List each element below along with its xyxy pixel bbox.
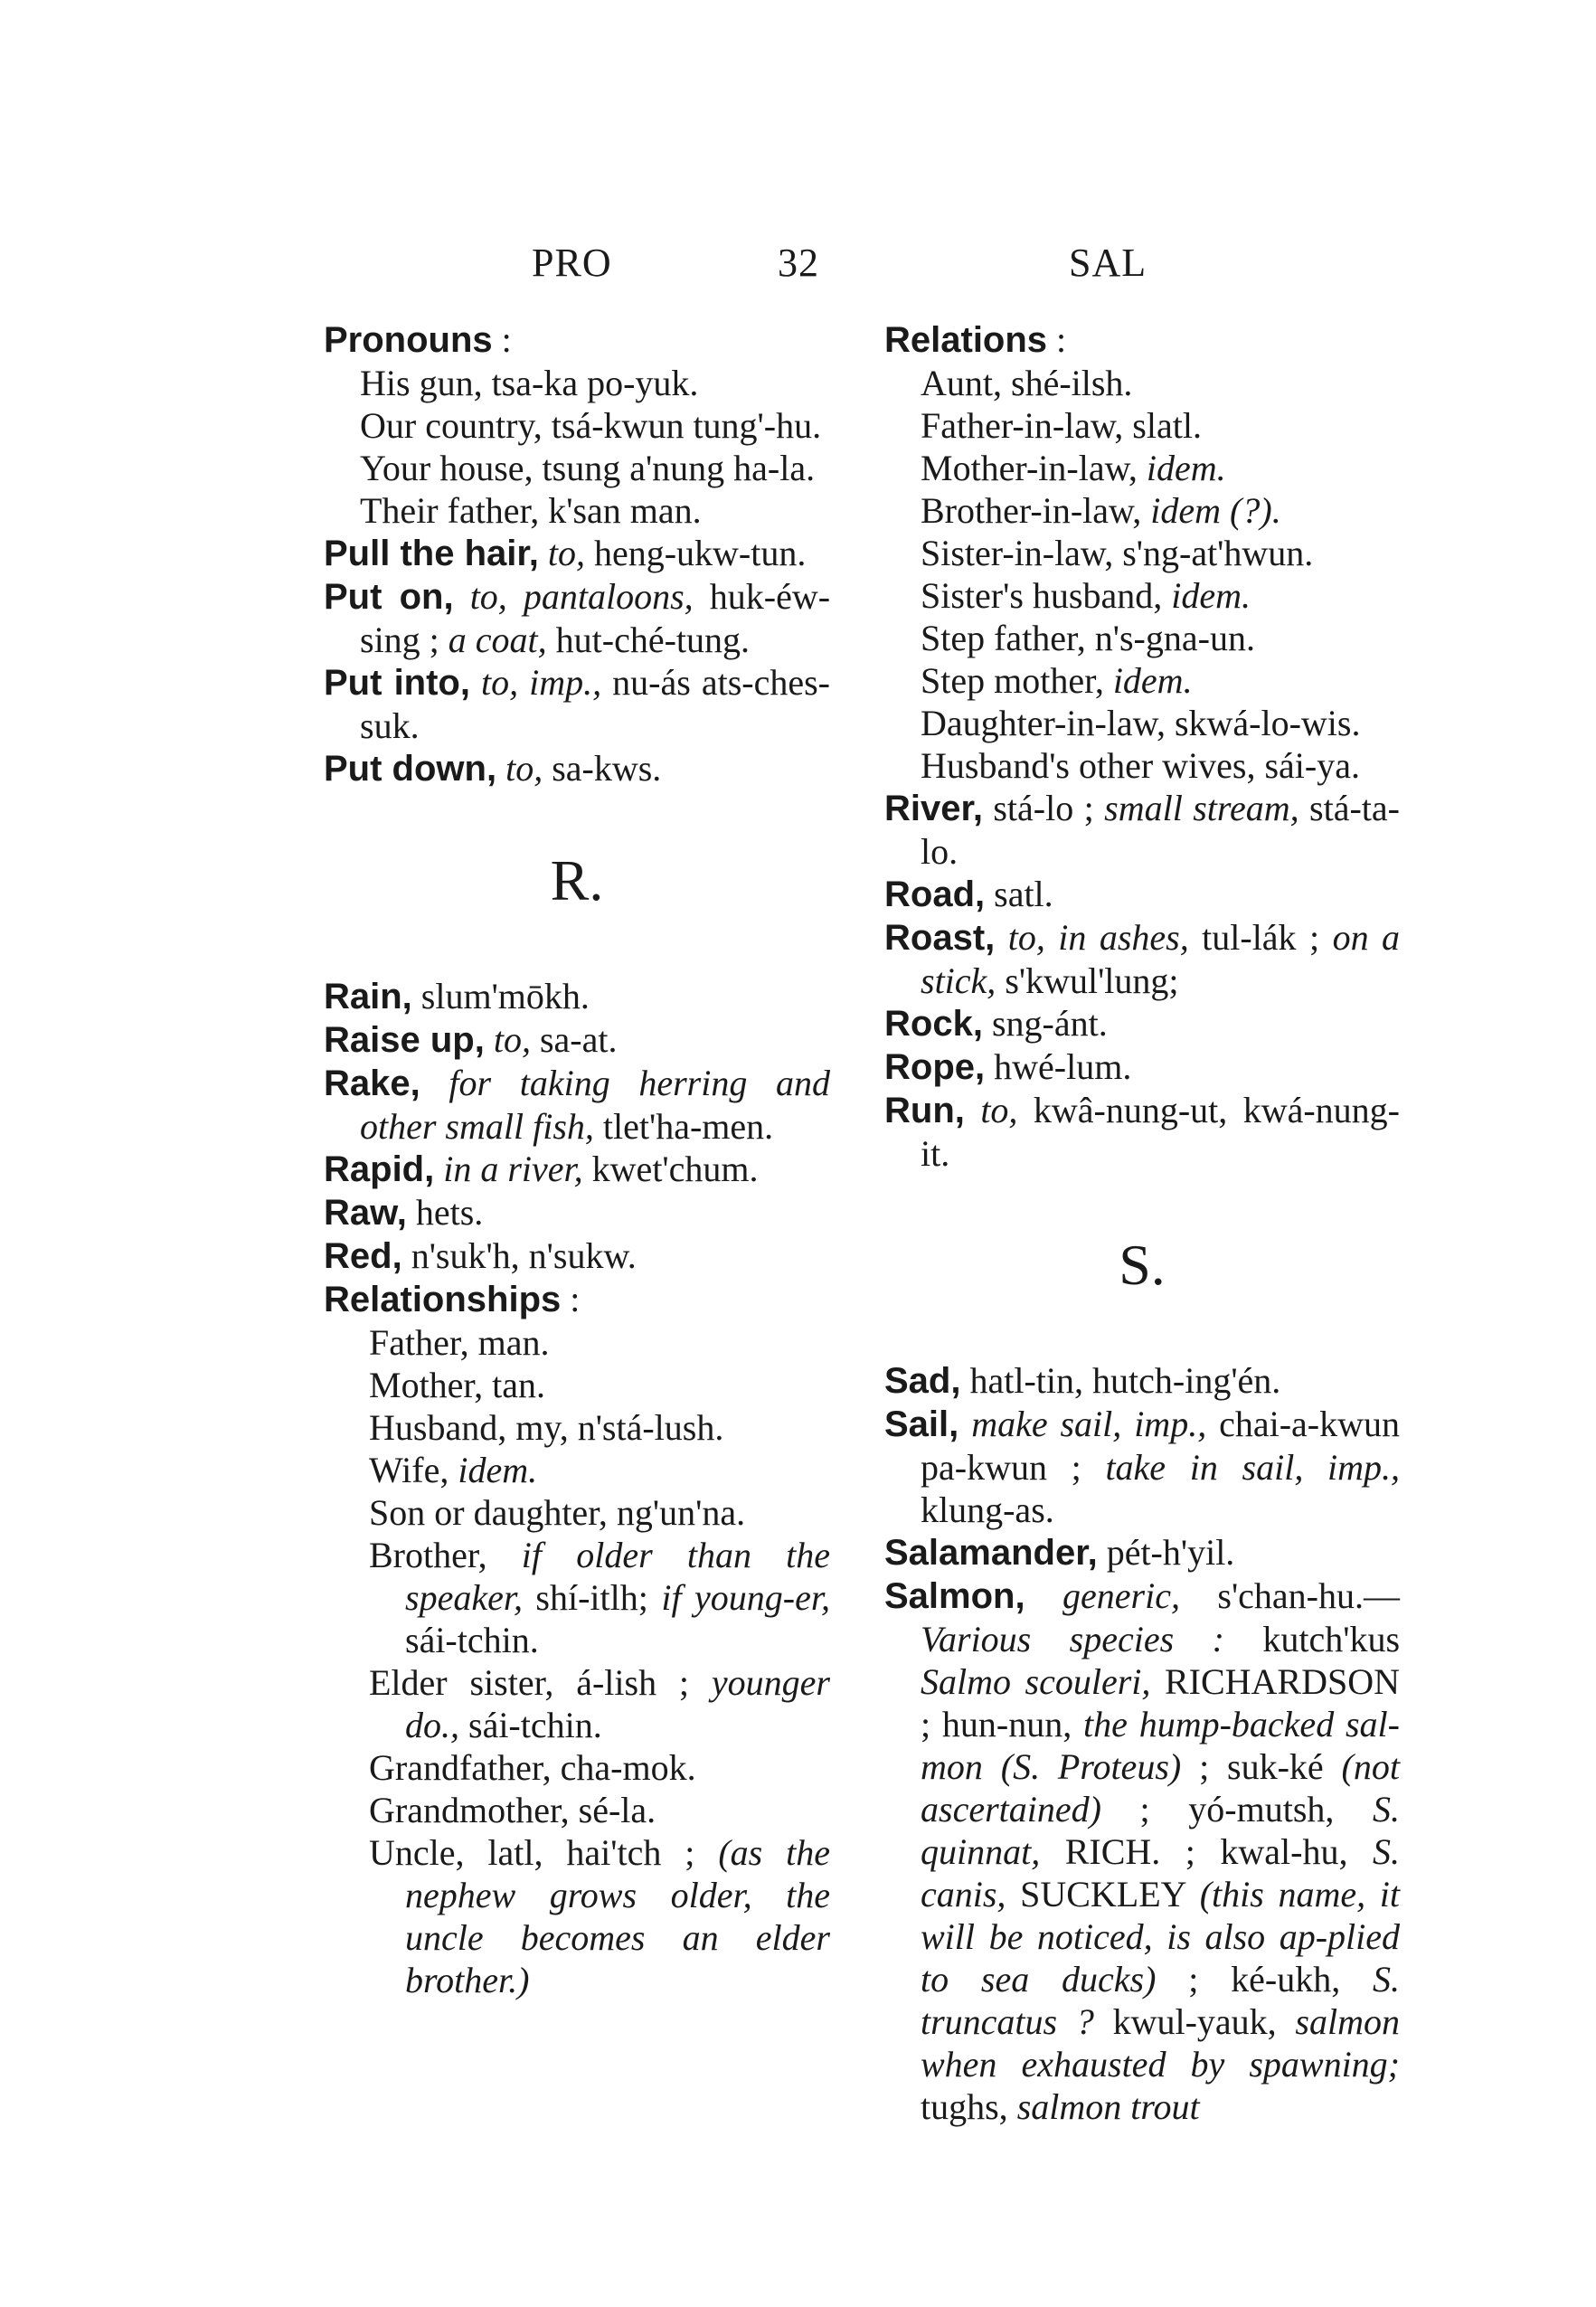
relation-item: Step father, n's-gna-un. <box>921 618 1255 658</box>
entry-put-on: Put on, to, pantaloons, huk-éw-sing ; a coat, hut-ché-tung. <box>324 576 831 660</box>
section-letter-r: R. <box>550 848 604 912</box>
entry-pronouns: Pronouns : <box>324 319 512 360</box>
entry-put-into: Put into, to, imp., nu-ás ats-ches-suk. <box>324 662 830 746</box>
entry-sad: Sad, hatl-tin, hutch-ing'én. <box>884 1360 1281 1401</box>
entry-sail: Sail, make sail, imp., chai-a-kwun pa-kwun ; take in sail, imp., klung-as. <box>884 1404 1401 1530</box>
relation-item: Sister's husband, idem. <box>921 575 1251 616</box>
relationship-item: Grandmother, sé-la. <box>369 1790 656 1830</box>
entry-rain: Rain, slum'mōkh. <box>324 976 590 1016</box>
relationship-item: Elder sister, á-lish ; younger do., sái-tchin. <box>369 1662 830 1745</box>
entry-road: Road, satl. <box>884 874 1053 914</box>
relationship-item: Father, man. <box>369 1322 550 1363</box>
relation-item: Step mother, idem. <box>921 660 1193 701</box>
entry-put-down: Put down, to, sa-kws. <box>324 748 662 789</box>
relation-item: Mother-in-law, idem. <box>921 448 1226 488</box>
pronoun-example: Our country, tsá-kwun tung'-hu. <box>360 405 822 446</box>
relation-item: Brother-in-law, idem (?). <box>921 490 1281 531</box>
left-column <box>324 318 830 2001</box>
relation-item: Sister-in-law, s'ng-at'hwun. <box>921 533 1314 573</box>
relationship-item: Wife, idem. <box>369 1450 538 1490</box>
pronoun-example: Your house, tsung a'nung ha-la. <box>360 448 816 488</box>
entry-pull-the-hair: Pull the hair, to, heng-ukw-tun. <box>324 533 807 573</box>
entry-rake: Rake, for taking herring and other small fish, tlet'ha-men. <box>324 1063 830 1147</box>
relationship-item: Husband, my, n'stá-lush. <box>369 1407 724 1448</box>
entry-river: River, stá-lo ; small stream, stá-ta-lo. <box>884 788 1400 872</box>
entry-relationships: Relationships : <box>324 1279 581 1319</box>
relation-item: Aunt, shé-ilsh. <box>921 363 1133 403</box>
relation-item: Father-in-law, slatl. <box>921 405 1202 446</box>
page-number: 32 <box>778 241 819 285</box>
section-letter-s: S. <box>1119 1233 1166 1297</box>
entry-raw: Raw, hets. <box>324 1192 484 1233</box>
entry-salamander: Salamander, pét-h'yil. <box>884 1532 1235 1573</box>
relation-item: Daughter-in-law, skwá-lo-wis. <box>921 703 1361 743</box>
headword: Pronouns <box>324 320 493 360</box>
entry-salmon: Salmon, generic, s'chan-hu.—Various species : kutch'kus Salmo scouleri, RICHARDSON ; hun-nun, the hump-backed sal-mon (S. Proteus) ; suk-ké (not ascertained) ; yó-mutsh, S. quinnat, RICH. ; kwal-hu, S. canis, SUCKLEY (this name, it will be noticed, is also ap-plied to sea ducks) ; ké-ukh, S. truncatus ? kwul-yauk, salmon when exhausted by spawning; tughs, salmon trout <box>884 1575 1401 2127</box>
relationship-item: Son or daughter, ng'un'na. <box>369 1492 746 1533</box>
right-column <box>884 318 1400 2128</box>
entry-roast: Roast, to, in ashes, tul-lák ; on a stick, s'kwul'lung; <box>884 917 1401 1001</box>
entry-relations: Relations : <box>884 319 1067 360</box>
relationship-item: Mother, tan. <box>369 1365 546 1405</box>
entry-raise-up: Raise up, to, sa-at. <box>324 1019 618 1060</box>
pronoun-example: Their father, k'san man. <box>360 490 702 531</box>
entry-rock: Rock, sng-ánt. <box>884 1003 1108 1044</box>
entry-rope: Rope, hwé-lum. <box>884 1046 1132 1087</box>
relation-item: Husband's other wives, sái-ya. <box>921 745 1360 786</box>
running-head-left: PRO <box>532 241 612 285</box>
entry-run: Run, to, kwâ-nung-ut, kwá-nung-it. <box>884 1090 1400 1174</box>
entry-red: Red, n'suk'h, n'sukw. <box>324 1235 637 1276</box>
relationship-item: Grandfather, cha-mok. <box>369 1747 696 1788</box>
relationship-item: Brother, if older than the speaker, shí-itlh; if young-er, sái-tchin. <box>369 1535 831 1660</box>
pronoun-example: His gun, tsa-ka po-yuk. <box>360 363 699 403</box>
running-head-right: SAL <box>1069 241 1147 285</box>
entry-rapid: Rapid, in a river, kwet'chum. <box>324 1149 759 1189</box>
relationship-item: Uncle, latl, hai'tch ; (as the nephew grows older, the uncle becomes an elder brother.) <box>369 1832 830 2000</box>
